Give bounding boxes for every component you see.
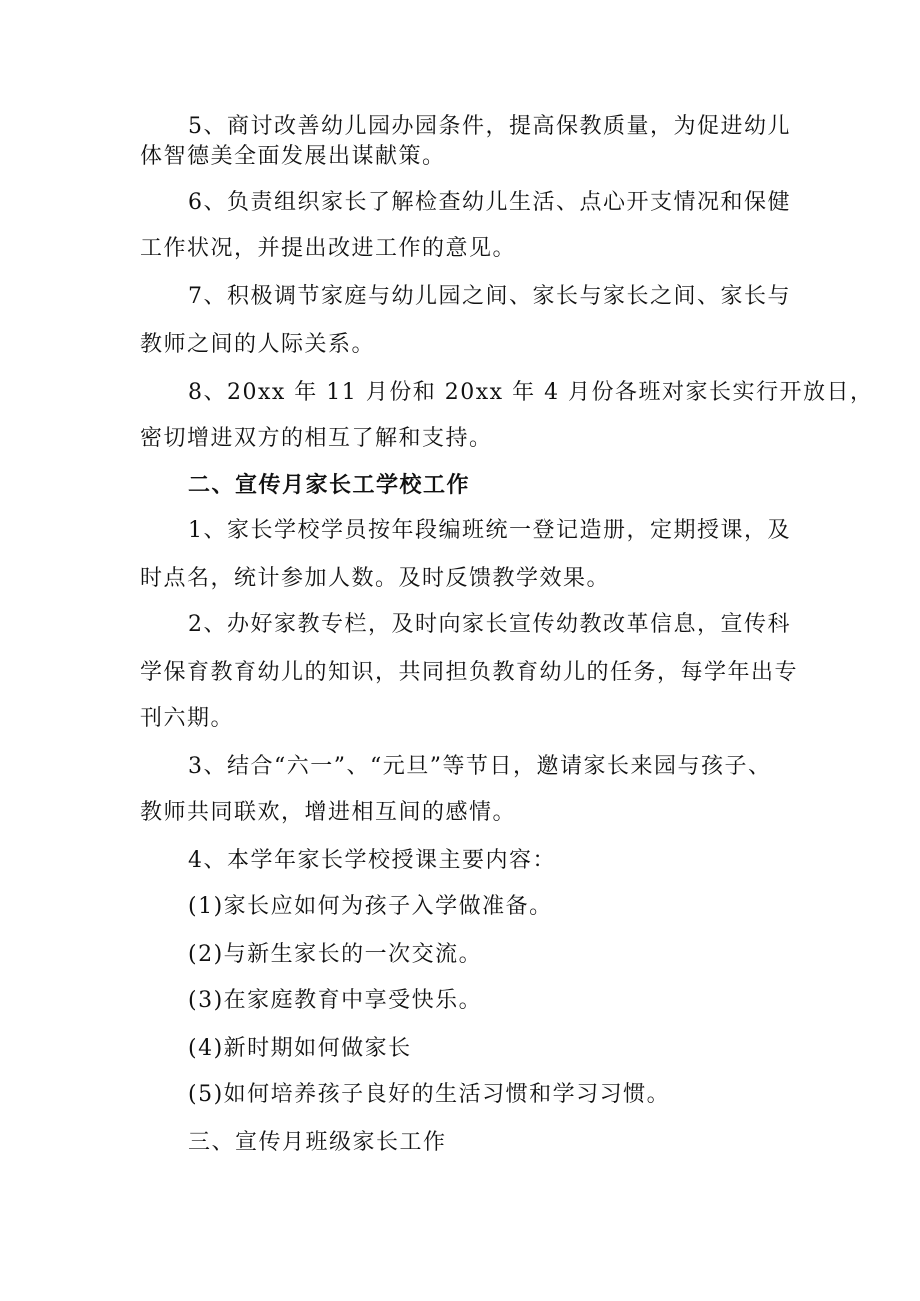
item-3-line-1: 3、结合“六一”、“元旦”等节日，邀请家长来园与孩子、 (188, 754, 772, 779)
paragraph-5-line-2: 体智德美全面发展出谋献策。 (140, 144, 446, 169)
paragraph-7-line-1: 7、积极调节家庭与幼儿园之间、家长与家长之间、家长与 (188, 284, 791, 309)
paragraph-8-line-2: 密切增进双方的相互了解和支持。 (140, 426, 493, 451)
section-heading-3: 三、宣传月班级家长工作 (188, 1130, 447, 1155)
sub-item-4: (4)新时期如何做家长 (188, 1036, 412, 1061)
section-heading-2: 二、宣传月家长工学校工作 (188, 472, 471, 498)
sub-item-3: (3)在家庭教育中享受快乐。 (188, 988, 483, 1013)
item-2-line-3: 刊六期。 (140, 706, 235, 731)
item-1-line-2: 时点名，统计参加人数。及时反馈教学效果。 (140, 566, 611, 591)
item-3-line-2: 教师共同联欢，增进相互间的感情。 (140, 800, 517, 825)
item-1-line-1: 1、家长学校学员按年段编班统一登记造册，定期授课，及 (188, 518, 791, 543)
paragraph-6-line-1: 6、负责组织家长了解检查幼儿生活、点心开支情况和保健 (188, 190, 791, 215)
item-2-line-1: 2、办好家教专栏，及时向家长宣传幼教改革信息，宣传科 (188, 612, 791, 637)
paragraph-6-line-2: 工作状况，并提出改进工作的意见。 (140, 236, 517, 261)
paragraph-7-line-2: 教师之间的人际关系。 (140, 332, 376, 357)
paragraph-5-line-1: 5、商讨改善幼儿园办园条件，提高保教质量，为促进幼儿 (188, 114, 791, 139)
item-4-heading: 4、本学年家长学校授课主要内容： (188, 848, 556, 873)
sub-item-5: (5)如何培养孩子良好的生活习惯和学习习惯。 (188, 1082, 671, 1107)
paragraph-8-line-1: 8、20xx 年 11 月份和 20xx 年 4 月份各班对家长实行开放日， (188, 380, 874, 405)
item-2-line-2: 学保育教育幼儿的知识，共同担负教育幼儿的任务，每学年出专 (140, 660, 799, 685)
sub-item-2: (2)与新生家长的一次交流。 (188, 942, 483, 967)
sub-item-1: (1)家长应如何为孩子入学做准备。 (188, 894, 553, 919)
